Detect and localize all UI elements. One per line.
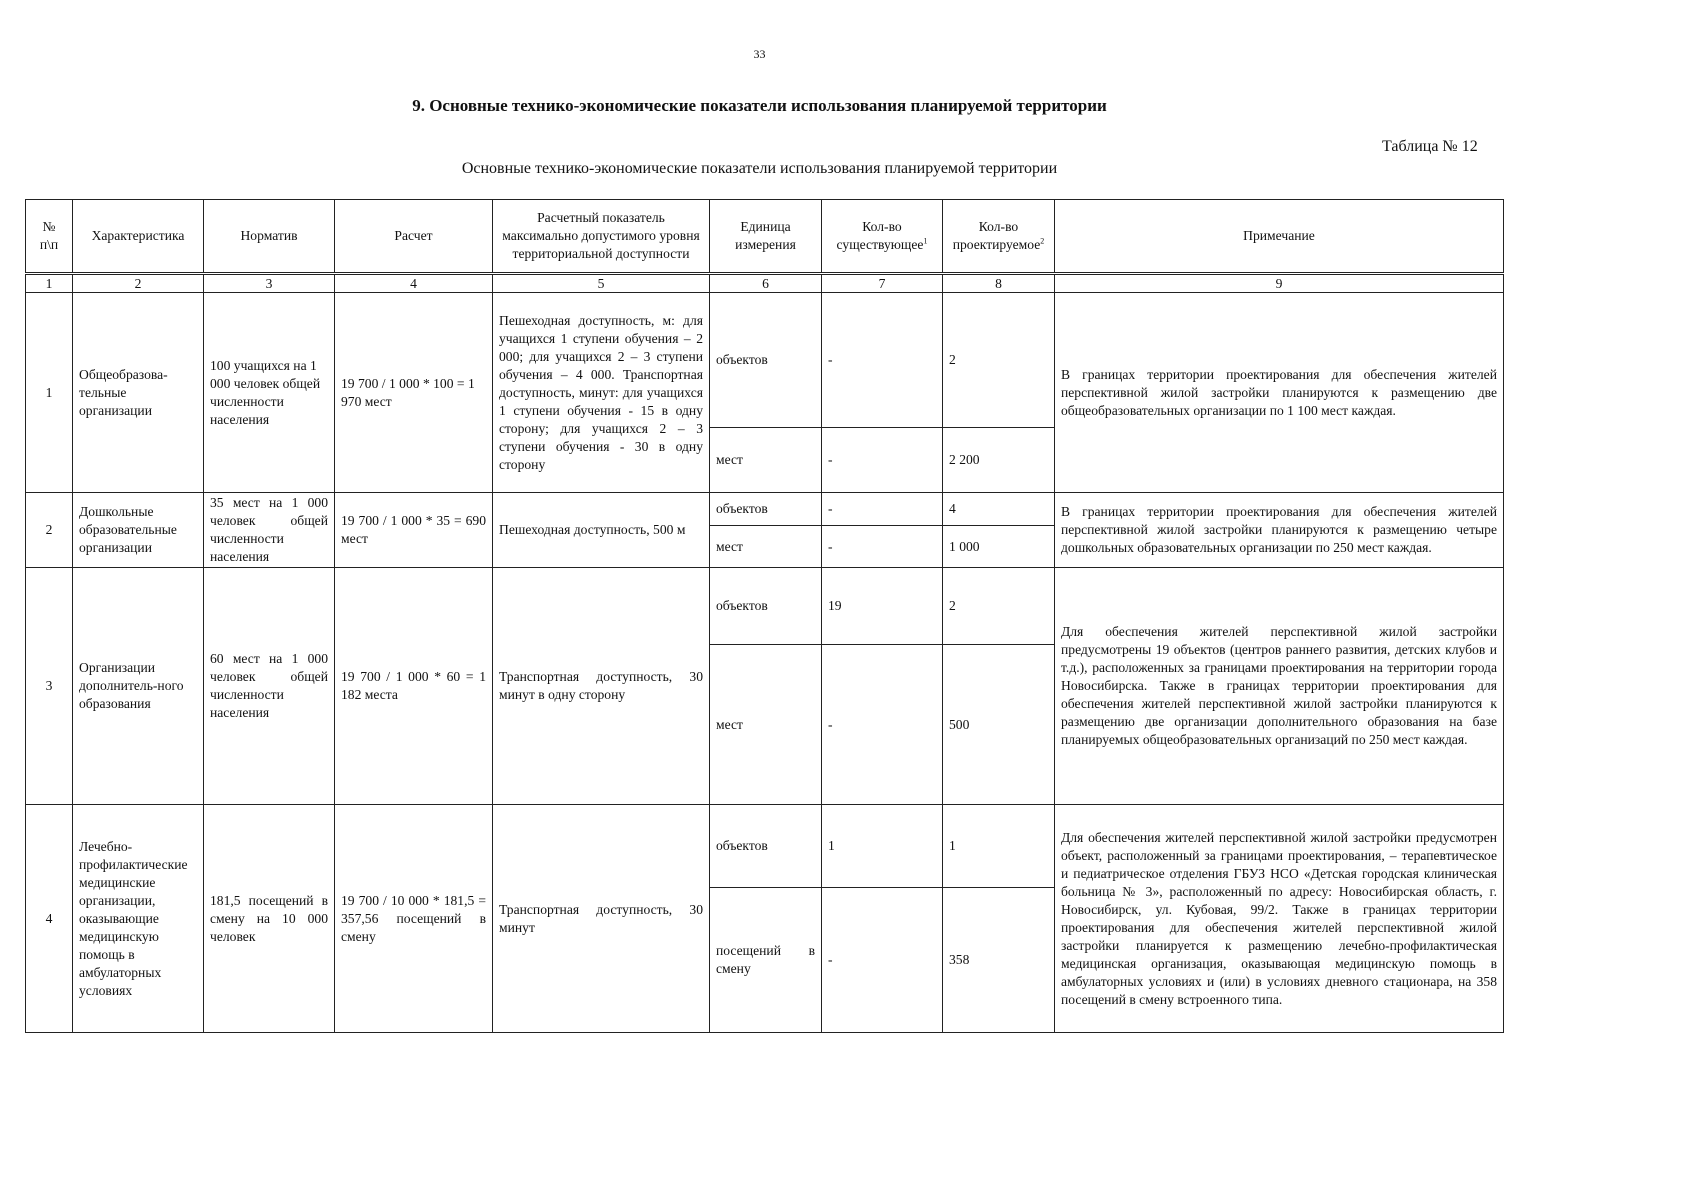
row-existing: - [822, 645, 943, 805]
header-note: Примечание [1055, 200, 1504, 274]
row-projected: 1 [943, 805, 1055, 888]
table-caption: Основные технико-экономические показатели использования планируемой территории [461, 160, 1058, 177]
row-existing: 19 [822, 568, 943, 645]
table-row [26, 805, 1504, 888]
row-unit: объектов [710, 568, 822, 645]
column-number: 3 [204, 274, 335, 293]
row-projected: 1 000 [943, 526, 1055, 568]
table-row [26, 568, 1504, 645]
row-unit: посещений в смену [710, 888, 822, 1033]
header-projected-footnote: 2 [1040, 236, 1045, 246]
header-num: № п\п [26, 200, 73, 274]
column-number: 1 [26, 274, 73, 293]
row-accessibility: Транспортная доступность, 30 минут в одну сторону [493, 568, 710, 805]
page-number: 33 [753, 47, 766, 61]
table-header-row [26, 200, 1504, 274]
row-note: В границах территории проектирования для обеспечения жителей перспективной жилой застройки планируются к размещению две общеобразовательных организации по 1 100 мест каждая. [1055, 293, 1504, 493]
table-row [26, 493, 1504, 526]
row-unit: объектов [710, 493, 822, 526]
row-projected: 358 [943, 888, 1055, 1033]
row-number: 1 [26, 293, 73, 493]
row-number: 3 [26, 568, 73, 805]
row-number: 2 [26, 493, 73, 568]
row-norm: 60 мест на 1 000 человек общей численности населения [204, 568, 335, 805]
header-existing-footnote: 1 [923, 236, 928, 246]
column-number-row [26, 274, 1504, 293]
column-number: 5 [493, 274, 710, 293]
section-title: 9. Основные технико-экономические показатели использования планируемой территории [412, 96, 1107, 115]
column-number: 2 [73, 274, 204, 293]
column-number: 8 [943, 274, 1055, 293]
row-unit: мест [710, 428, 822, 493]
row-unit: объектов [710, 293, 822, 428]
row-existing: - [822, 428, 943, 493]
row-characteristic: Организации дополнитель-ного образования [73, 568, 204, 805]
header-projected-label: Кол-во проектируемое [952, 219, 1041, 252]
header-existing-label: Кол-во существующее [836, 219, 924, 252]
row-norm: 181,5 посещений в смену на 10 000 человек [204, 805, 335, 1033]
header-projected [943, 200, 1055, 274]
row-existing: - [822, 293, 943, 428]
header-accessibility: Расчетный показатель максимально допустимого уровня территориальной доступности [493, 200, 710, 274]
row-number: 4 [26, 805, 73, 1033]
row-existing: 1 [822, 805, 943, 888]
row-existing: - [822, 526, 943, 568]
row-projected: 2 [943, 568, 1055, 645]
column-number: 7 [822, 274, 943, 293]
row-calc: 19 700 / 1 000 * 60 = 1 182 места [335, 568, 493, 805]
column-number: 9 [1055, 274, 1504, 293]
row-calc: 19 700 / 1 000 * 35 = 690 мест [335, 493, 493, 568]
column-number: 4 [335, 274, 493, 293]
row-characteristic: Лечебно-профилактические медицинские организации, оказывающие медицинскую помощь в амбулаторных условиях [73, 805, 204, 1033]
row-projected: 2 [943, 293, 1055, 428]
row-note: В границах территории проектирования для обеспечения жителей перспективной жилой застройки планируются к размещению четыре дошкольных образовательных организации по 250 мест каждая. [1055, 493, 1504, 568]
row-note: Для обеспечения жителей перспективной жилой застройки предусмотрен объект, расположенный за границами проектирования, – терапевтическое и педиатрическое отделения ГБУЗ НСО «Детская городская клиническая больница № 3», расположенный по адресу: Новосибирская область, г. Новосибирск, ул. Кубовая, 99/2. Также в границах территории проектирования для обеспечения жителей перспективной жилой застройки планируется к размещению лечебно-профилактическая медицинская организация, оказывающая медицинскую помощь в амбулаторных условиях и (или) в условиях дневного стационара, на 358 посещений в смену встроенного типа. [1055, 805, 1504, 1033]
row-existing: - [822, 888, 943, 1033]
row-calc: 19 700 / 1 000 * 100 = 1 970 мест [335, 293, 493, 493]
column-number: 6 [710, 274, 822, 293]
header-existing [822, 200, 943, 274]
row-existing: - [822, 493, 943, 526]
header-unit: Единица измерения [710, 200, 822, 274]
table-number: Таблица № 12 [1382, 138, 1478, 155]
row-projected: 4 [943, 493, 1055, 526]
row-unit: мест [710, 645, 822, 805]
table-row [26, 293, 1504, 428]
row-unit: объектов [710, 805, 822, 888]
row-unit: мест [710, 526, 822, 568]
row-projected: 2 200 [943, 428, 1055, 493]
row-characteristic: Дошкольные образовательные организации [73, 493, 204, 568]
row-accessibility: Пешеходная доступность, 500 м [493, 493, 710, 568]
row-characteristic: Общеобразова-тельные организации [73, 293, 204, 493]
row-note: Для обеспечения жителей перспективной жилой застройки предусмотрены 19 объектов (центров раннего развития, детских клубов и т.д.), расположенных за границами проектирования на территории города Новосибирска. Также в границах территории проектирования для обеспечения жителей перспективной жилой застройки планируются к размещению две организации дополнительного образования на базе планируемых общеобразовательных организаций по 250 мест каждая. [1055, 568, 1504, 805]
row-norm: 100 учащихся на 1 000 человек общей численности населения [204, 293, 335, 493]
row-calc: 19 700 / 10 000 * 181,5 = 357,56 посещений в смену [335, 805, 493, 1033]
row-accessibility: Пешеходная доступность, м: для учащихся 1 ступени обучения – 2 000; для учащихся 2 – 3 ступени обучения – 4 000. Транспортная доступность, минут: для учащихся 1 ступени обучения - 15 в одну сторону; для учащихся 2 – 3 ступени обучения - 30 в одну сторону [493, 293, 710, 493]
indicators-table [25, 199, 1504, 1033]
header-characteristic: Характеристика [73, 200, 204, 274]
row-accessibility: Транспортная доступность, 30 минут [493, 805, 710, 1033]
row-projected: 500 [943, 645, 1055, 805]
row-norm: 35 мест на 1 000 человек общей численности населения [204, 493, 335, 568]
header-norm: Норматив [204, 200, 335, 274]
header-calc: Расчет [335, 200, 493, 274]
